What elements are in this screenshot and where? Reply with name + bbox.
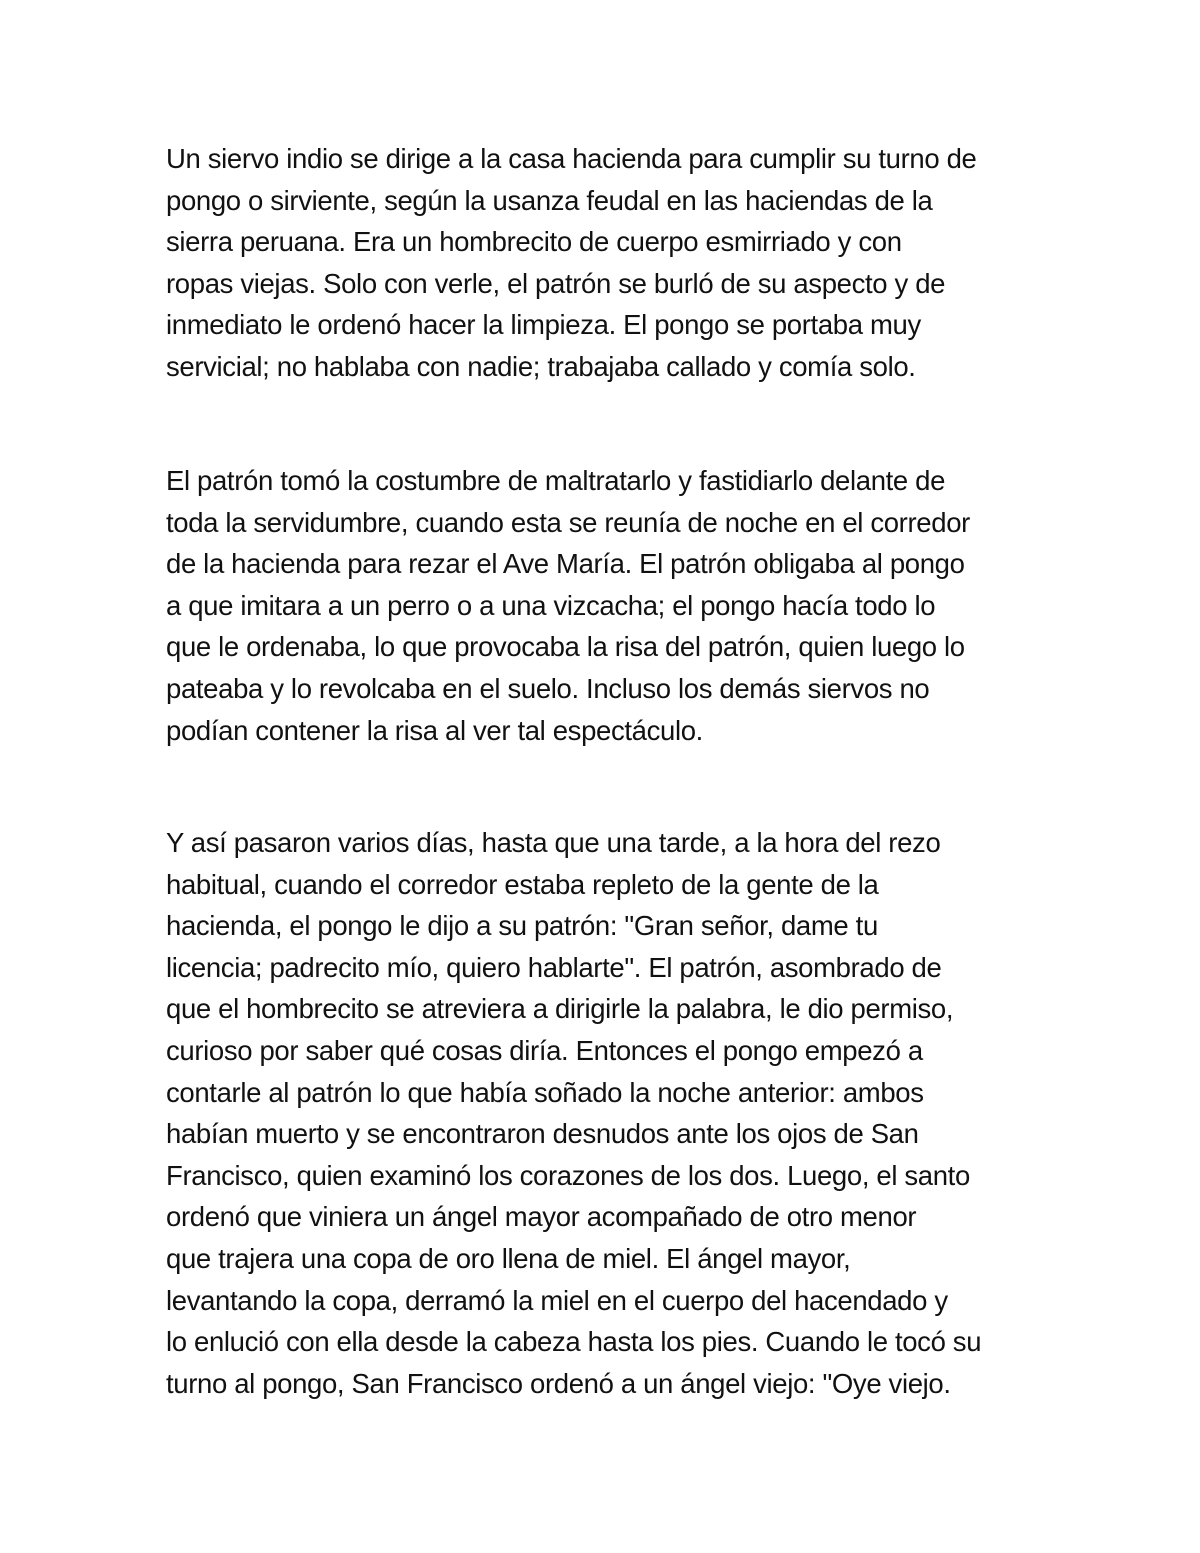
paragraph-line: a que imitara a un perro o a una vizcacha; el pongo hacía todo lo [166,589,936,621]
paragraph-line: pateaba y lo revolcaba en el suelo. Incluso los demás siervos no [166,672,930,704]
paragraph-line: servicial; no hablaba con nadie; trabajaba callado y comía solo. [166,350,916,382]
paragraph-line: licencia; padrecito mío, quiero hablarte". El patrón, asombrado de [166,951,942,983]
paragraph-line: de la hacienda para rezar el Ave María. El patrón obligaba al pongo [166,548,965,580]
paragraph-line: contarle al patrón lo que había soñado la noche anterior: ambos [166,1076,924,1108]
paragraph-3 [166,822,1046,1404]
paragraph-line: que le ordenaba, lo que provocaba la risa del patrón, quien luego lo [166,631,965,663]
paragraph-line: curioso por saber qué cosas diría. Entonces el pongo empezó a [166,1034,923,1066]
paragraph-line: Un siervo indio se dirige a la casa hacienda para cumplir su turno de [166,143,977,174]
paragraph-line: levantando la copa, derramó la miel en el cuerpo del hacendado y [166,1284,948,1316]
paragraph-line: El patrón tomó la costumbre de maltratarlo y fastidiarlo delante de [166,465,946,496]
paragraph-line: inmediato le ordenó hacer la limpieza. El pongo se portaba muy [166,309,921,341]
paragraph-line: habían muerto y se encontraron desnudos ante los ojos de San [166,1118,919,1150]
paragraph-line: pongo o sirviente, según la usanza feudal en las haciendas de la [166,184,933,216]
paragraph-line: habitual, cuando el corredor estaba repleto de la gente de la [166,868,879,900]
paragraph-line: que trajera una copa de oro llena de miel. El ángel mayor, [166,1242,851,1274]
paragraph-line: turno al pongo, San Francisco ordenó a un ángel viejo: "Oye viejo. [166,1367,951,1399]
paragraph-line: podían contener la risa al ver tal espectáculo. [166,714,703,746]
paragraph-2 [166,460,1046,751]
paragraph-line: hacienda, el pongo le dijo a su patrón: "Gran señor, dame tu [166,910,878,942]
paragraph-line: que el hombrecito se atreviera a dirigirle la palabra, le dio permiso, [166,993,954,1025]
paragraph-line: Y así pasaron varios días, hasta que una tarde, a la hora del rezo [166,827,941,858]
paragraph-line: sierra peruana. Era un hombrecito de cuerpo esmirriado y con [166,226,902,258]
paragraph-line: toda la servidumbre, cuando esta se reunía de noche en el corredor [166,506,970,538]
paragraph-line: ropas viejas. Solo con verle, el patrón se burló de su aspecto y de [166,267,946,299]
paragraph-line: lo enlució con ella desde la cabeza hasta los pies. Cuando le tocó su [166,1326,982,1358]
paragraph-line: ordenó que viniera un ángel mayor acompañado de otro menor [166,1201,917,1233]
paragraph-1 [166,138,1046,388]
paragraph-line: Francisco, quien examinó los corazones de los dos. Luego, el santo [166,1159,970,1191]
